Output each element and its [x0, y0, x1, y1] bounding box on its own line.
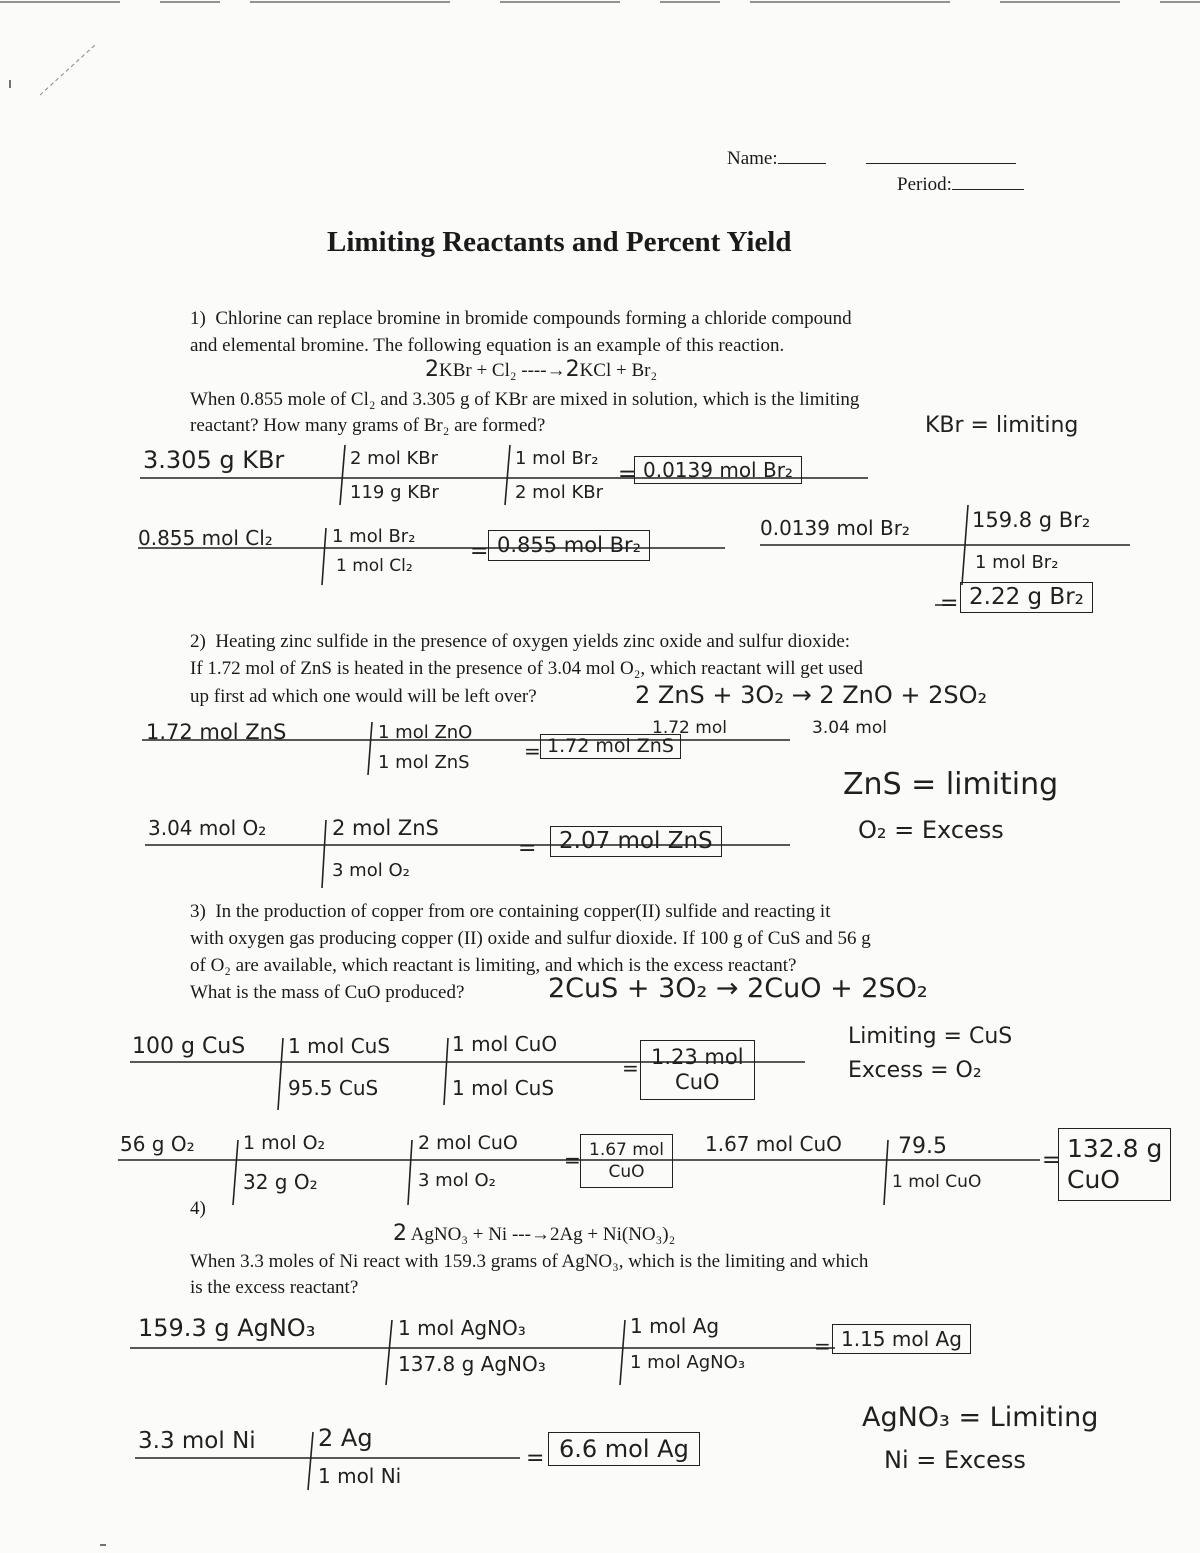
q4-calc1-start: 159.3 g AgNO₃	[138, 1314, 316, 1342]
q4-answer1: AgNO₃ = Limiting	[862, 1402, 1099, 1433]
q3-calc2-start: 56 g O₂	[120, 1132, 195, 1156]
q2-line1	[190, 629, 850, 655]
q3-calc1-result1: 1.23 mol	[651, 1045, 744, 1069]
q1-calc1-result: 0.0139 mol Br₂	[634, 456, 802, 484]
q4-calc1-d1: 137.8 g AgNO₃	[398, 1352, 546, 1376]
q2-line2: If 1.72 mol of ZnS is heated in the presence of 3.04 mol O₂, which reactant will get used	[190, 658, 864, 679]
period-blank	[952, 189, 1024, 190]
q2-equation: 2 ZnS + 3O₂ → 2 ZnO + 2SO₂	[635, 681, 988, 709]
q3-line1-text: In the production of copper from ore containing copper(II) sulfide and reacting it	[215, 901, 831, 922]
q4-calc1-n2: 1 mol Ag	[630, 1314, 720, 1338]
q3-line3: of O₂ are available, which reactant is limiting, and which is the excess reactant?	[190, 955, 797, 976]
q1-equation	[425, 358, 657, 384]
q2-calc2-result: 2.07 mol ZnS	[550, 826, 722, 857]
q2-calc1-n1: 1 mol ZnO	[378, 722, 473, 743]
q2-answer2: O₂ = Excess	[858, 816, 1004, 844]
q1-answer: KBr = limiting	[925, 413, 1079, 438]
q2-note2: 3.04 mol	[812, 718, 887, 738]
q3-equation: 2CuS + 3O₂ → 2CuO + 2SO₂	[548, 973, 928, 1004]
q3-calc1-n1: 1 mol CuS	[288, 1034, 391, 1058]
q4-calc2-equals: =	[526, 1446, 545, 1471]
q3-calc3-n1: 79.5	[898, 1134, 947, 1159]
q4-equation-text: AgNO₃ + Ni ---→2Ag + Ni(NO₃)₂	[410, 1224, 676, 1245]
q3-line1	[190, 899, 831, 925]
q1-calc3-n1: 159.8 g Br₂	[972, 508, 1091, 532]
q3-calc2-result2: CuO	[608, 1162, 645, 1183]
q4-number: 4)	[190, 1198, 206, 1219]
q1-coef1: 2	[425, 357, 439, 382]
q1-calc3-result: 2.22 g Br₂	[960, 582, 1093, 613]
name-field[interactable]	[727, 146, 1016, 172]
q4-calc1-equals: =	[814, 1334, 831, 1358]
q1-calc1-d1: 119 g KBr	[350, 482, 439, 503]
q3-answer1: Limiting = CuS	[848, 1024, 1013, 1049]
q1-equation-end: KCl + Br₂	[579, 360, 658, 381]
q3-number: 3)	[190, 901, 206, 922]
q1-calc2-d1: 1 mol Cl₂	[336, 556, 413, 576]
period-label: Period:	[897, 174, 952, 195]
q4-calc1-n1: 1 mol AgNO₃	[398, 1316, 526, 1340]
q4-line2: is the excess reactant?	[190, 1277, 359, 1298]
q1-line3: When 0.855 mole of Cl₂ and 3.305 g of KBr are mixed in solution, which is the limiting	[190, 389, 860, 410]
q1-calc3-equals: =	[940, 591, 959, 616]
q1-calc2-result: 0.855 mol Br₂	[488, 530, 650, 561]
q4-calc2-d1: 1 mol Ni	[318, 1464, 402, 1488]
q3-calc2-d2: 3 mol O₂	[418, 1170, 496, 1191]
q3-calc2-n1: 1 mol O₂	[243, 1132, 326, 1154]
q3-calc1-result	[640, 1040, 755, 1100]
q2-calc2-d1: 3 mol O₂	[332, 860, 410, 881]
q1-line1-text: Chlorine can replace bromine in bromide compounds forming a chloride compound	[215, 308, 852, 329]
q1-calc1-n1: 2 mol KBr	[350, 448, 438, 469]
name-label: Name:	[727, 148, 778, 169]
q2-calc1-result: 1.72 mol ZnS	[540, 734, 681, 759]
q3-calc1-result2: CuO	[675, 1070, 720, 1095]
q3-calc1-d1: 95.5 CuS	[288, 1076, 379, 1100]
q3-calc3-result1: 132.8 g	[1067, 1134, 1163, 1163]
q4-line1: When 3.3 moles of Ni react with 159.3 grams of AgNO₃, which is the limiting and which	[190, 1251, 869, 1272]
q3-calc1-start: 100 g CuS	[132, 1034, 246, 1059]
q3-calc2-result1: 1.67 mol	[589, 1140, 664, 1160]
q3-line4: What is the mass of CuO produced?	[190, 982, 465, 1003]
q3-calc2-d1: 32 g O₂	[243, 1170, 318, 1194]
q1-calc2-n1: 1 mol Br₂	[332, 526, 416, 547]
period-field[interactable]	[897, 172, 1024, 198]
q1-calc1-d2: 2 mol KBr	[515, 482, 603, 503]
q3-calc3-start: 1.67 mol CuO	[705, 1132, 842, 1156]
q2-calc1-equals: =	[524, 739, 541, 763]
q3-calc2-n2: 2 mol CuO	[418, 1132, 518, 1154]
q1-number: 1)	[190, 308, 206, 329]
q3-line2: with oxygen gas producing copper (II) oxide and sulfur dioxide. If 100 g of CuS and 56 g	[190, 928, 871, 949]
q3-calc1-d2: 1 mol CuS	[452, 1076, 555, 1100]
q4-answer2: Ni = Excess	[884, 1446, 1026, 1474]
q1-line2: and elemental bromine. The following equation is an example of this reaction.	[190, 335, 785, 356]
q2-calc1-d1: 1 mol ZnS	[378, 752, 470, 773]
q4-calc2-n1: 2 Ag	[318, 1424, 373, 1452]
q2-answer1: ZnS = limiting	[843, 767, 1059, 802]
page-title: Limiting Reactants and Percent Yield	[327, 226, 792, 258]
q1-calc3-d1: 1 mol Br₂	[975, 552, 1059, 573]
q4-calc1-d2: 1 mol AgNO₃	[630, 1352, 746, 1373]
q2-number: 2)	[190, 631, 206, 652]
q1-calc2-start: 0.855 mol Cl₂	[138, 526, 273, 550]
q3-calc3-equals: =	[1042, 1148, 1061, 1173]
q4-calc2-start: 3.3 mol Ni	[138, 1428, 256, 1454]
q1-line1	[190, 306, 852, 332]
q1-coef2: 2	[565, 357, 580, 382]
q1-calc1-start: 3.305 g KBr	[143, 446, 285, 474]
q4-coef: 2	[393, 1221, 407, 1246]
q4-calc1-result: 1.15 mol Ag	[832, 1324, 971, 1354]
q1-calc2-equals: =	[470, 539, 489, 564]
q2-calc2-start: 3.04 mol O₂	[148, 816, 267, 840]
q3-answer2: Excess = O₂	[848, 1058, 982, 1083]
q3-calc2-result	[580, 1134, 673, 1188]
q1-equation-text: KBr + Cl₂ ----→	[439, 360, 566, 381]
q2-line1-text: Heating zinc sulfide in the presence of oxygen yields zinc oxide and sulfur dioxide:	[215, 631, 851, 652]
q3-calc1-equals: =	[622, 1056, 639, 1080]
name-blank-2	[866, 163, 1016, 164]
q3-calc2-equals: =	[564, 1148, 581, 1172]
name-blank	[778, 163, 826, 164]
q3-calc1-n2: 1 mol CuO	[452, 1032, 558, 1056]
q2-note1: 1.72 mol	[652, 718, 727, 738]
q3-calc3-result2: CuO	[1067, 1165, 1120, 1195]
q4-equation	[393, 1222, 675, 1248]
q2-calc1-start: 1.72 mol ZnS	[146, 720, 287, 744]
q1-calc1-equals: =	[618, 462, 637, 487]
q2-calc2-equals: =	[518, 836, 537, 861]
q3-calc3-d1: 1 mol CuO	[892, 1172, 982, 1192]
q1-calc3-start: 0.0139 mol Br₂	[760, 516, 910, 540]
q1-calc1-n2: 1 mol Br₂	[515, 448, 599, 469]
q2-calc2-n1: 2 mol ZnS	[332, 816, 439, 840]
q2-line3: up first ad which one would will be left over?	[190, 686, 537, 707]
q4-calc2-result: 6.6 mol Ag	[548, 1432, 700, 1466]
q3-calc3-result	[1058, 1128, 1171, 1201]
q1-line4: reactant? How many grams of Br₂ are formed?	[190, 415, 546, 436]
